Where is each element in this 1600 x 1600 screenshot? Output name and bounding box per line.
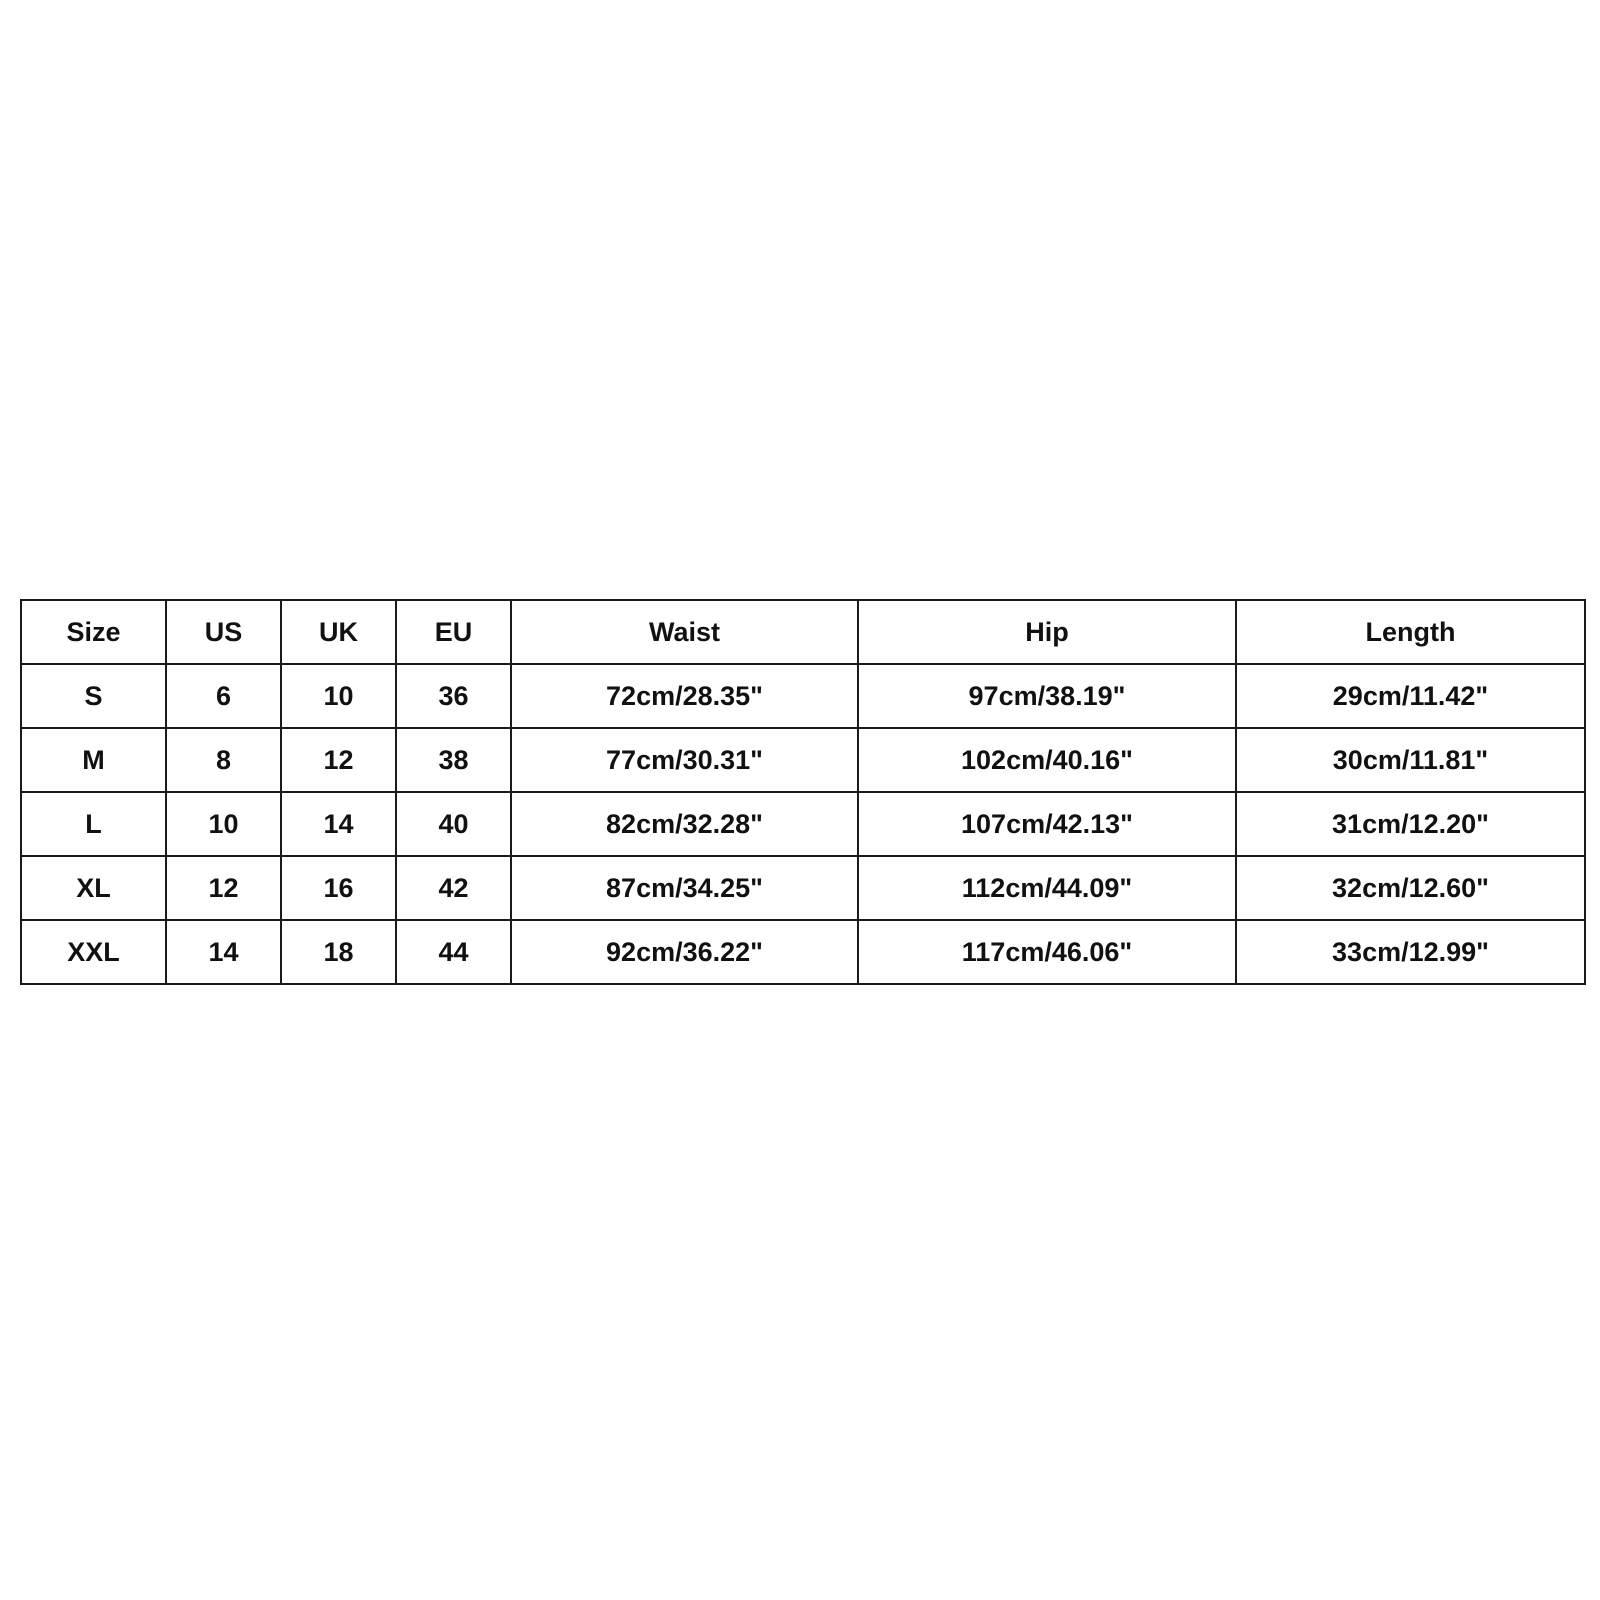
cell-waist: 82cm/32.28" bbox=[511, 792, 858, 856]
cell-hip: 117cm/46.06" bbox=[858, 920, 1236, 984]
table-row bbox=[21, 728, 1585, 792]
cell-eu: 38 bbox=[396, 728, 511, 792]
cell-waist: 87cm/34.25" bbox=[511, 856, 858, 920]
cell-uk: 18 bbox=[281, 920, 396, 984]
header-size: Size bbox=[21, 600, 166, 664]
table-row bbox=[21, 792, 1585, 856]
cell-size: L bbox=[21, 792, 166, 856]
cell-eu: 44 bbox=[396, 920, 511, 984]
cell-uk: 10 bbox=[281, 664, 396, 728]
header-length: Length bbox=[1236, 600, 1585, 664]
cell-us: 12 bbox=[166, 856, 281, 920]
cell-eu: 42 bbox=[396, 856, 511, 920]
table-row bbox=[21, 920, 1585, 984]
cell-length: 29cm/11.42" bbox=[1236, 664, 1585, 728]
cell-size: XL bbox=[21, 856, 166, 920]
cell-uk: 14 bbox=[281, 792, 396, 856]
cell-size: M bbox=[21, 728, 166, 792]
cell-hip: 112cm/44.09" bbox=[858, 856, 1236, 920]
cell-length: 31cm/12.20" bbox=[1236, 792, 1585, 856]
header-row bbox=[21, 600, 1585, 664]
cell-waist: 77cm/30.31" bbox=[511, 728, 858, 792]
cell-hip: 107cm/42.13" bbox=[858, 792, 1236, 856]
cell-uk: 16 bbox=[281, 856, 396, 920]
header-hip: Hip bbox=[858, 600, 1236, 664]
cell-us: 14 bbox=[166, 920, 281, 984]
cell-hip: 97cm/38.19" bbox=[858, 664, 1236, 728]
cell-us: 10 bbox=[166, 792, 281, 856]
table-row bbox=[21, 856, 1585, 920]
cell-length: 33cm/12.99" bbox=[1236, 920, 1585, 984]
cell-eu: 36 bbox=[396, 664, 511, 728]
cell-us: 8 bbox=[166, 728, 281, 792]
cell-waist: 72cm/28.35" bbox=[511, 664, 858, 728]
cell-waist: 92cm/36.22" bbox=[511, 920, 858, 984]
header-us: US bbox=[166, 600, 281, 664]
table-row bbox=[21, 664, 1585, 728]
header-uk: UK bbox=[281, 600, 396, 664]
cell-us: 6 bbox=[166, 664, 281, 728]
header-waist: Waist bbox=[511, 600, 858, 664]
size-chart-table bbox=[20, 599, 1586, 985]
cell-hip: 102cm/40.16" bbox=[858, 728, 1236, 792]
cell-eu: 40 bbox=[396, 792, 511, 856]
cell-size: XXL bbox=[21, 920, 166, 984]
cell-uk: 12 bbox=[281, 728, 396, 792]
header-eu: EU bbox=[396, 600, 511, 664]
cell-length: 30cm/11.81" bbox=[1236, 728, 1585, 792]
cell-size: S bbox=[21, 664, 166, 728]
cell-length: 32cm/12.60" bbox=[1236, 856, 1585, 920]
